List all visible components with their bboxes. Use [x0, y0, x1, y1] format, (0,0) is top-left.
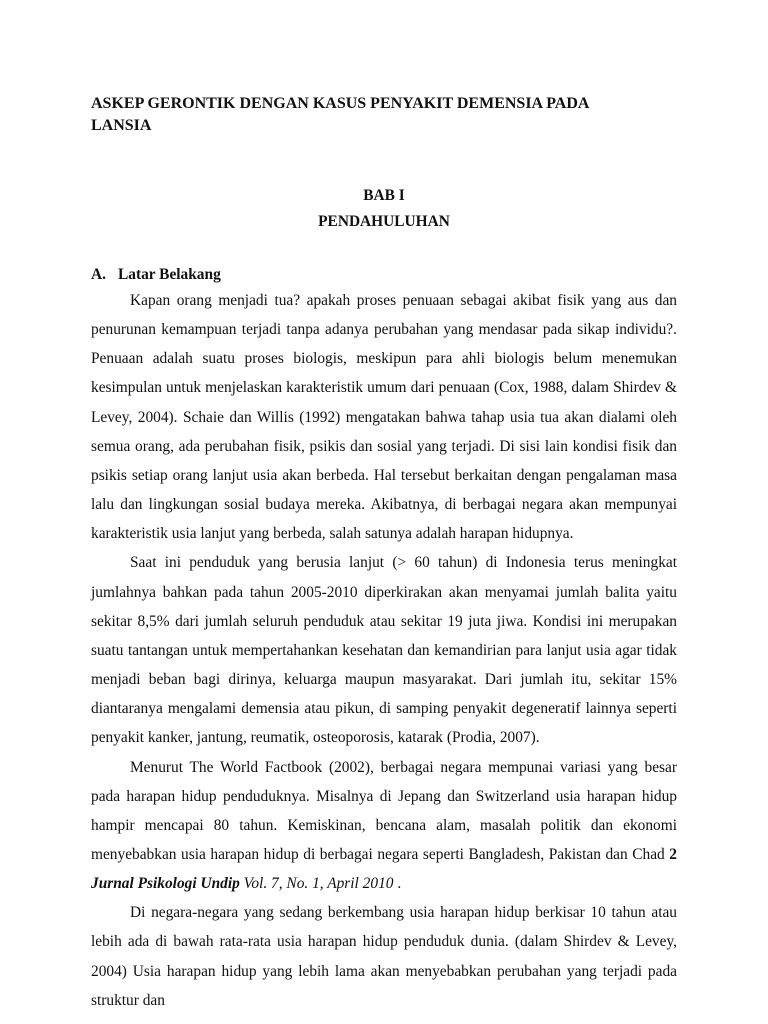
chapter-number: BAB I: [363, 187, 405, 204]
journal-number: 2: [669, 845, 677, 863]
document-body: [91, 286, 677, 1015]
journal-name: Jurnal Psikologi Undip: [91, 875, 240, 893]
paragraph: Di negara-negara yang sedang berkembang usia harapan hidup berkisar 10 tahun atau lebih ada di bawah rata-rata usia harapan hidup penduduk dunia. (dalam Shirdev & Levey, 2004) Usia harapan hidup yang lebih lama akan menyebabkan perubahan yang terjadi pada struktur dan: [91, 904, 677, 1009]
paragraph: Saat ini penduduk yang berusia lanjut (> 60 tahun) di Indonesia terus meningkat jumlahnya bahkan pada tahun 2005-2010 diperkirakan akan menyamai jumlah balita yaitu sekitar 8,5% dari jumlah seluruh penduduk atau sekitar 19 juta jiwa. Kondisi ini merupakan suatu tantangan untuk mempertahankan kesehatan dan kemandirian para lanjut usia agar tidak menjadi beban bagi dirinya, keluarga maupun masyarakat. Dari jumlah itu, sekitar 15% diantaranya mengalami demensia atau pikun, di samping penyakit degeneratif lainnya seperti penyakit kanker, jantung, reumatik, osteoporosis, katarak (Prodia, 2007).: [91, 554, 677, 747]
paragraph: Kapan orang menjadi tua? apakah proses penuaan sebagai akibat fisik yang aus dan penurunan kemampuan terjadi tanpa adanya perubahan yang mendasar pada sikap individu?. Penuaan adalah suatu proses biologis, meskipun para ahli biologis belum menemukan kesimpulan untuk menjelaskan karakteristik umum dari penuaan (Cox, 1988, dalam Shirdev & Levey, 2004). Schaie dan Willis (1992) mengatakan bahwa tahap usia tua akan dialami oleh semua orang, ada perubahan fisik, psikis dan sosial yang terjadi. Di sisi lain kondisi fisik dan psikis setiap orang lanjut usia akan berbeda. Hal tersebut berkaitan dengan pengalaman masa lalu dan lingkungan sosial budaya mereka. Akibatnya, di berbagai negara akan mempunyai karakteristik usia lanjut yang berbeda, salah satunya adalah harapan hidupnya.: [91, 292, 677, 543]
section-letter: A.: [91, 266, 106, 283]
paragraph-text: Menurut The World Factbook (2002), berbagai negara mempunai variasi yang besar pada harapan hidup penduduknya. Misalnya di Jepang dan Switzerland usia harapan hidup hampir mencapai 80 tahun. Kemiskinan, bencana alam, masalah politik dan ekonomi menyebabkan usia harapan hidup di berbagai negara seperti Bangladesh, Pakistan dan Chad: [91, 758, 677, 863]
section-title: Latar Belakang: [118, 266, 221, 283]
document-title: ASKEP GERONTIK DENGAN KASUS PENYAKIT DEMENSIA PADA LANSIA: [91, 95, 589, 134]
section-heading: [91, 265, 221, 285]
chapter-title: PENDAHULUHAN: [318, 213, 450, 230]
paragraph-ending: .: [393, 875, 402, 893]
paragraph: [91, 753, 677, 899]
journal-issue: Vol. 7, No. 1, April 2010: [243, 875, 394, 893]
